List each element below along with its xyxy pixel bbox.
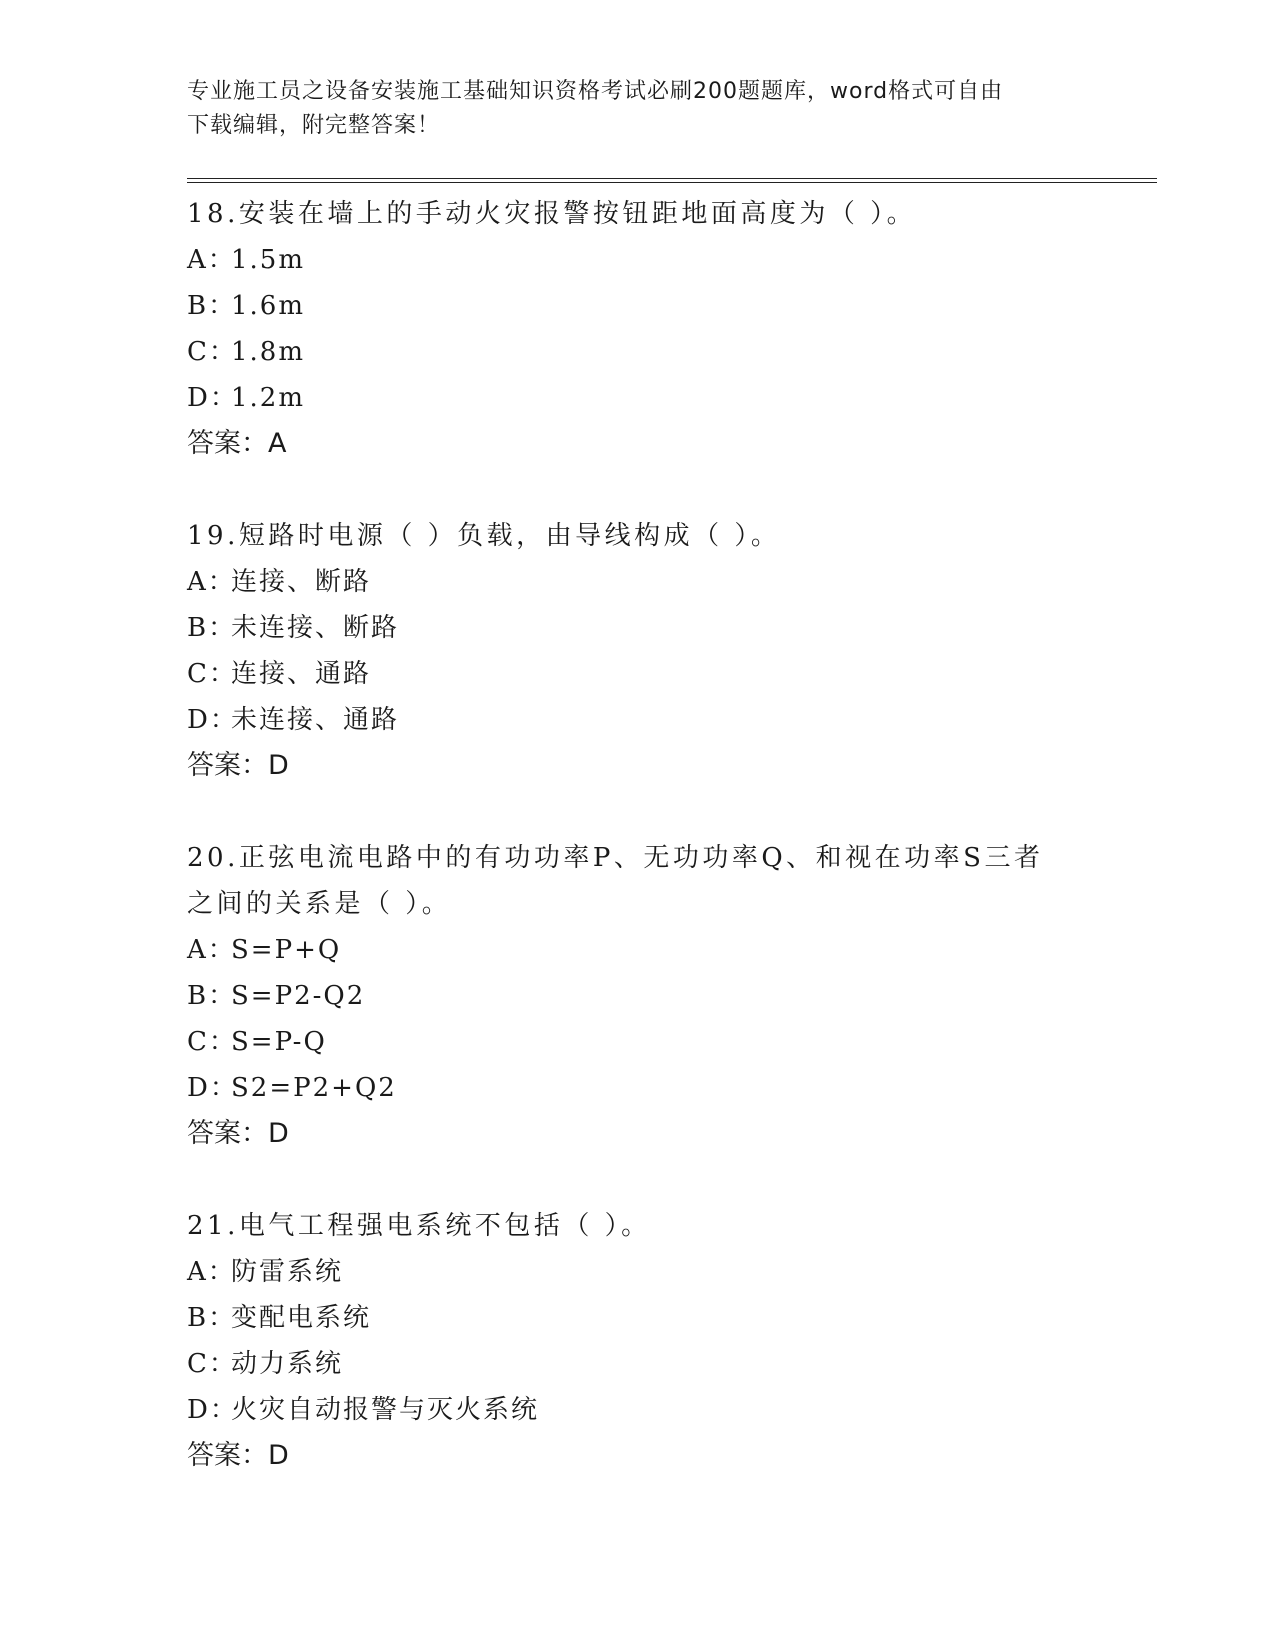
- header-divider: [187, 178, 1157, 183]
- option-text: 1.2m: [231, 383, 306, 413]
- option-text: S2=P2+Q2: [231, 1073, 397, 1103]
- option-letter: A：: [187, 567, 236, 597]
- question-19: [187, 513, 1067, 789]
- option-text: S=P+Q: [231, 935, 342, 965]
- question-20: [187, 835, 1067, 1157]
- option-letter: A：: [187, 245, 236, 275]
- option-text: 未连接、通路: [231, 705, 400, 735]
- question-title: 18.安装在墙上的手动火灾报警按钮距地面高度为（ ）。: [187, 199, 917, 229]
- option-letter: A：: [187, 1257, 236, 1287]
- option-a: [187, 559, 1067, 605]
- answer: 答案：D: [187, 1118, 289, 1149]
- option-letter: C：: [187, 1027, 237, 1057]
- question-title: 20.正弦电流电路中的有功功率P、无功功率Q、和视在功率S三者之间的关系是（ ）。: [187, 843, 1044, 919]
- option-letter: D：: [187, 705, 238, 735]
- option-d: [187, 697, 1067, 743]
- option-text: 变配电系统: [231, 1303, 372, 1333]
- option-c: [187, 651, 1067, 697]
- option-a: [187, 1249, 1067, 1295]
- option-letter: C：: [187, 337, 237, 367]
- question-title: 21.电气工程强电系统不包括（ ）。: [187, 1211, 651, 1241]
- option-letter: B：: [187, 291, 237, 321]
- option-letter: A：: [187, 935, 236, 965]
- option-d: [187, 1065, 1067, 1111]
- option-text: 动力系统: [231, 1349, 344, 1379]
- option-text: S=P-Q: [231, 1027, 327, 1057]
- question-list: [187, 191, 1067, 1525]
- option-b: [187, 973, 1067, 1019]
- option-letter: C：: [187, 1349, 237, 1379]
- header-line-1: 专业施工员之设备安装施工基础知识资格考试必刷200题题库，word格式可自由: [187, 79, 1004, 104]
- answer: 答案：D: [187, 750, 289, 781]
- option-text: 1.8m: [231, 337, 306, 367]
- option-text: 1.6m: [231, 291, 306, 321]
- option-d: [187, 375, 1067, 421]
- option-b: [187, 605, 1067, 651]
- question-18: [187, 191, 1067, 467]
- option-text: S=P2-Q2: [231, 981, 366, 1011]
- option-text: 连接、断路: [231, 567, 372, 597]
- option-b: [187, 1295, 1067, 1341]
- question-title: 19.短路时电源（ ）负载，由导线构成（ ）。: [187, 521, 781, 551]
- answer: 答案：D: [187, 1440, 289, 1471]
- answer: 答案：A: [187, 428, 287, 459]
- option-c: [187, 1019, 1067, 1065]
- option-text: 火灾自动报警与灭火系统: [231, 1395, 540, 1425]
- option-text: 1.5m: [231, 245, 306, 275]
- option-letter: D：: [187, 383, 238, 413]
- option-text: 连接、通路: [231, 659, 372, 689]
- option-b: [187, 283, 1067, 329]
- option-text: 防雷系统: [231, 1257, 344, 1287]
- option-c: [187, 1341, 1067, 1387]
- option-c: [187, 329, 1067, 375]
- option-letter: B：: [187, 613, 237, 643]
- option-letter: B：: [187, 1303, 237, 1333]
- option-a: [187, 927, 1067, 973]
- option-letter: B：: [187, 981, 237, 1011]
- document-header: [187, 75, 1067, 143]
- option-letter: C：: [187, 659, 237, 689]
- option-letter: D：: [187, 1073, 238, 1103]
- option-text: 未连接、断路: [231, 613, 400, 643]
- option-letter: D：: [187, 1395, 238, 1425]
- question-21: [187, 1203, 1067, 1479]
- option-d: [187, 1387, 1067, 1433]
- option-a: [187, 237, 1067, 283]
- header-line-2: 下载编辑，附完整答案！: [187, 113, 441, 138]
